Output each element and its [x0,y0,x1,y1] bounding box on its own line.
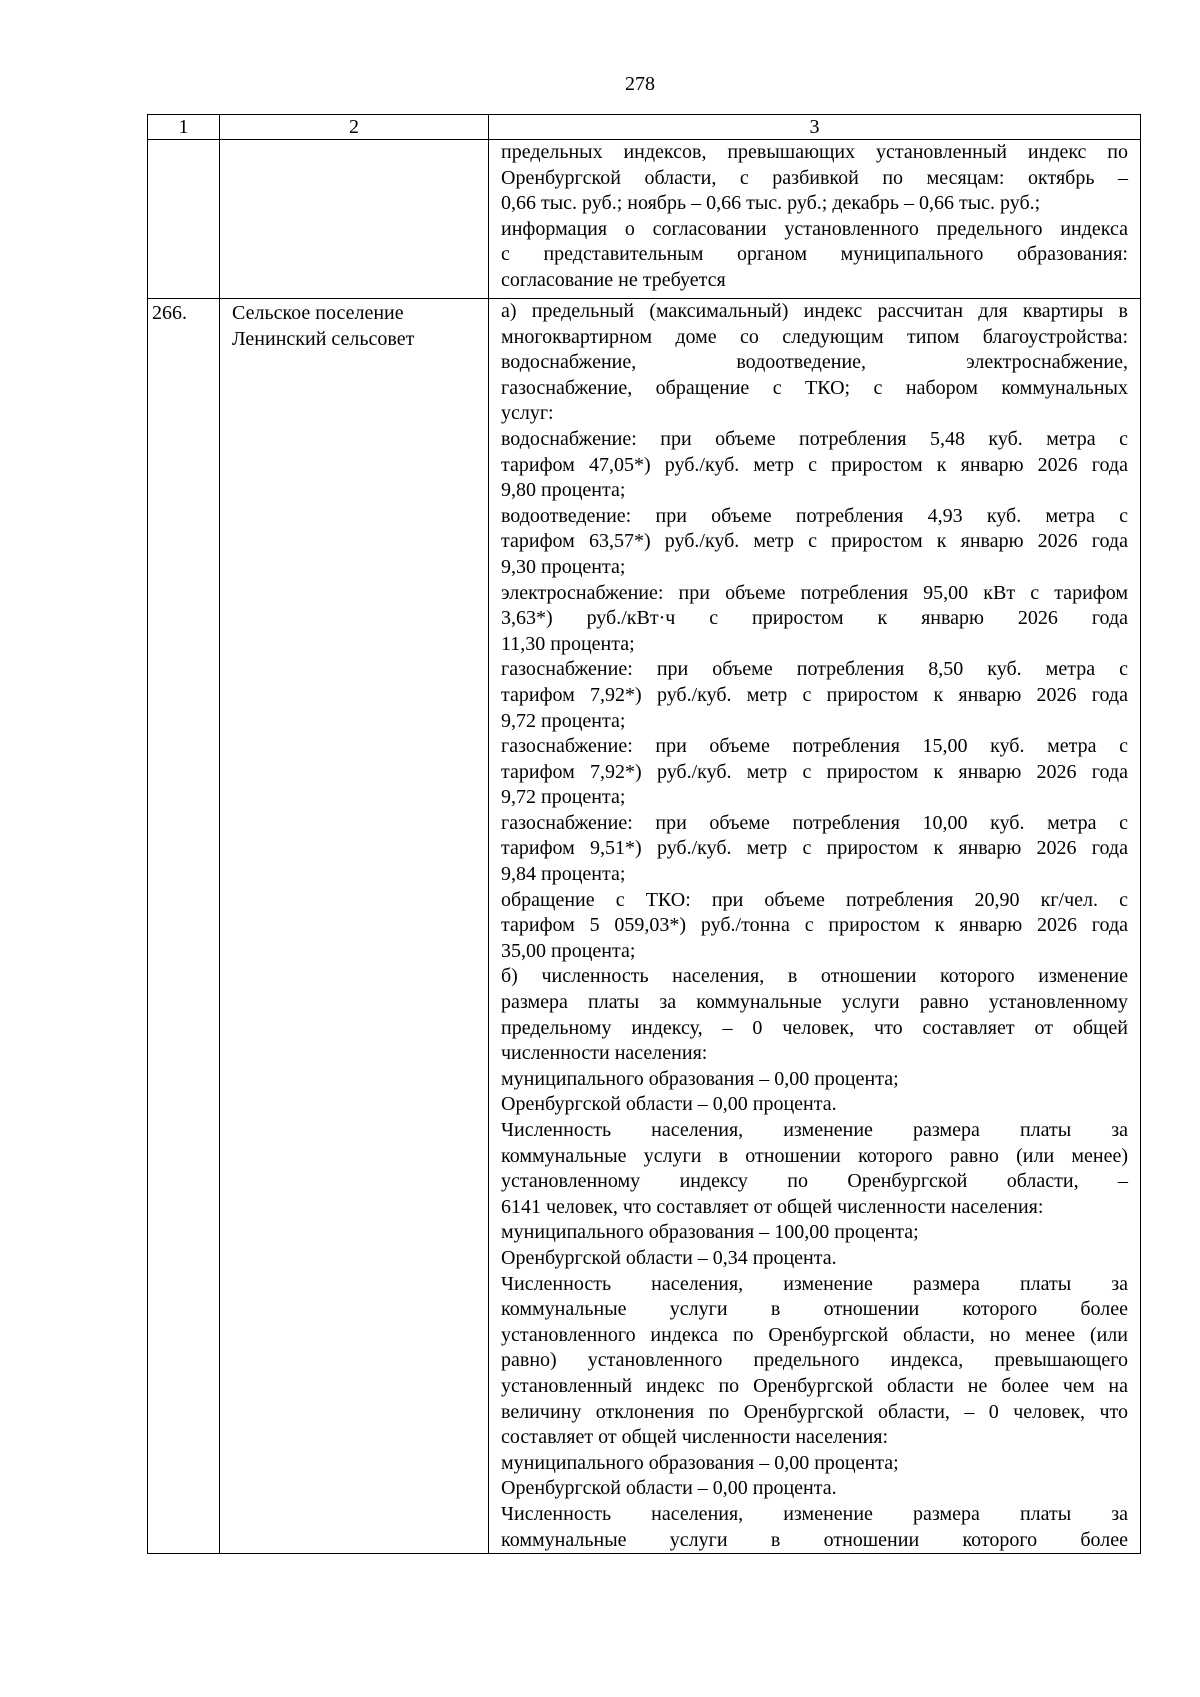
table-row-continuation [148,140,1141,299]
text-line: коммунальные услуги в отношении которого более [501,1298,1128,1321]
text-line: 9,72 процента; [501,786,626,809]
text-line: тарифом 63,57*) руб./куб. метр с приростом к январю 2026 года [501,530,1128,553]
text-line: размера платы за коммунальные услуги равно установленному [501,991,1128,1014]
text-line: установленному индексу по Оренбургской области, – [501,1170,1128,1193]
row-number-cell [148,140,220,299]
text-line: тарифом 7,92*) руб./куб. метр с приростом к январю 2026 года [501,683,1128,706]
text-line: б) численность населения, в отношении которого изменение [501,965,1128,988]
text-line: коммунальные услуги в отношении которого более [501,1528,1128,1551]
text-line: тарифом 5 059,03*) руб./тонна с приростом к январю 2026 года [501,914,1128,937]
text-line: тарифом 7,92*) руб./куб. метр с приростом к январю 2026 года [501,760,1128,783]
table-header-row [148,115,1141,140]
column-header-2: 2 [220,115,489,140]
text-line: водоснабжение, водоотведение, электроснабжение, [501,351,1128,374]
text-line: муниципального образования – 100,00 процента; [501,1221,919,1244]
column-header-1: 1 [148,115,220,140]
column-header-3: 3 [489,115,1141,140]
description-cell [489,140,1141,299]
text-line: согласование не требуется [501,268,726,291]
description-cell [489,299,1141,1554]
settlement-name-cell [220,140,489,299]
text-line: предельных индексов, превышающих установленный индекс по [501,141,1128,163]
text-line: Численность населения, изменение размера платы за [501,1119,1128,1141]
text-line: с представительным органом муниципального образования: [501,243,1128,266]
text-line: 9,80 процента; [501,479,626,502]
text-line: тарифом 9,51*) руб./куб. метр с приростом к январю 2026 года [501,837,1128,860]
text-line: тарифом 47,05*) руб./куб. метр с приростом к январю 2026 года [501,453,1128,476]
text-line: численности населения: [501,1042,708,1065]
text-line: 9,30 процента; [501,555,626,578]
text-line: информация о согласовании установленного предельного индекса [501,217,1128,240]
text-line: установленного индекса по Оренбургской области, но менее (или [501,1323,1128,1346]
row-number-cell: 266. [148,299,220,1554]
text-line: составляет от общей численности населения: [501,1426,889,1449]
text-line: Оренбургской области, с разбивкой по месяцам: октябрь – [501,166,1128,189]
text-line: 3,63*) руб./кВт·ч с приростом к январю 2026 года [501,607,1128,630]
text-line: многоквартирном доме со следующим типом благоустройства: [501,325,1128,348]
page-number: 278 [625,73,655,95]
text-line: 11,30 процента; [501,632,635,655]
text-line: 0,66 тыс. руб.; ноябрь – 0,66 тыс. руб.; декабрь – 0,66 тыс. руб.; [501,192,1041,215]
settlement-name-line: Сельское поселение [232,302,404,324]
text-line: Оренбургской области – 0,00 процента. [501,1477,837,1500]
text-line: муниципального образования – 0,00 процента; [501,1067,899,1090]
text-line: водоснабжение: при объеме потребления 5,48 куб. метра с [501,427,1128,450]
text-line: газоснабжение, обращение с ТКО; с набором коммунальных [501,376,1128,399]
text-line: услуг: [501,402,554,425]
text-line: равно) установленного предельного индекса, превышающего [501,1349,1128,1372]
settlement-name-cell [220,299,489,1554]
text-line: газоснабжение: при объеме потребления 15,00 куб. метра с [501,735,1128,758]
text-line: Численность населения, изменение размера платы за [501,1502,1128,1525]
text-line: Оренбургской области – 0,34 процента. [501,1246,837,1269]
text-line: установленный индекс по Оренбургской области не более чем на [501,1374,1128,1397]
text-line: а) предельный (максимальный) индекс рассчитан для квартиры в [501,300,1128,322]
text-line: 9,84 процента; [501,863,626,886]
text-line: газоснабжение: при объеме потребления 10,00 куб. метра с [501,811,1128,834]
text-line: 9,72 процента; [501,709,626,732]
text-line: Оренбургской области – 0,00 процента. [501,1093,837,1116]
text-line: величину отклонения по Оренбургской области, – 0 человек, что [501,1400,1128,1423]
document-table [147,114,1141,1554]
text-line: 35,00 процента; [501,939,636,962]
settlement-name-line: Ленинский сельсовет [232,327,415,350]
text-line: водоотведение: при объеме потребления 4,93 куб. метра с [501,504,1128,527]
text-line: муниципального образования – 0,00 процента; [501,1451,899,1474]
text-line: обращение с ТКО: при объеме потребления 20,90 кг/чел. с [501,888,1128,911]
text-line: Численность населения, изменение размера платы за [501,1272,1128,1295]
text-line: 6141 человек, что составляет от общей численности населения: [501,1195,1044,1218]
text-line: коммунальные услуги в отношении которого равно (или менее) [501,1144,1128,1167]
text-line: предельному индексу, – 0 человек, что составляет от общей [501,1016,1128,1039]
text-line: газоснабжение: при объеме потребления 8,50 куб. метра с [501,658,1128,681]
text-line: электроснабжение: при объеме потребления 95,00 кВт с тарифом [501,581,1128,604]
table-row-266 [148,299,1141,1554]
